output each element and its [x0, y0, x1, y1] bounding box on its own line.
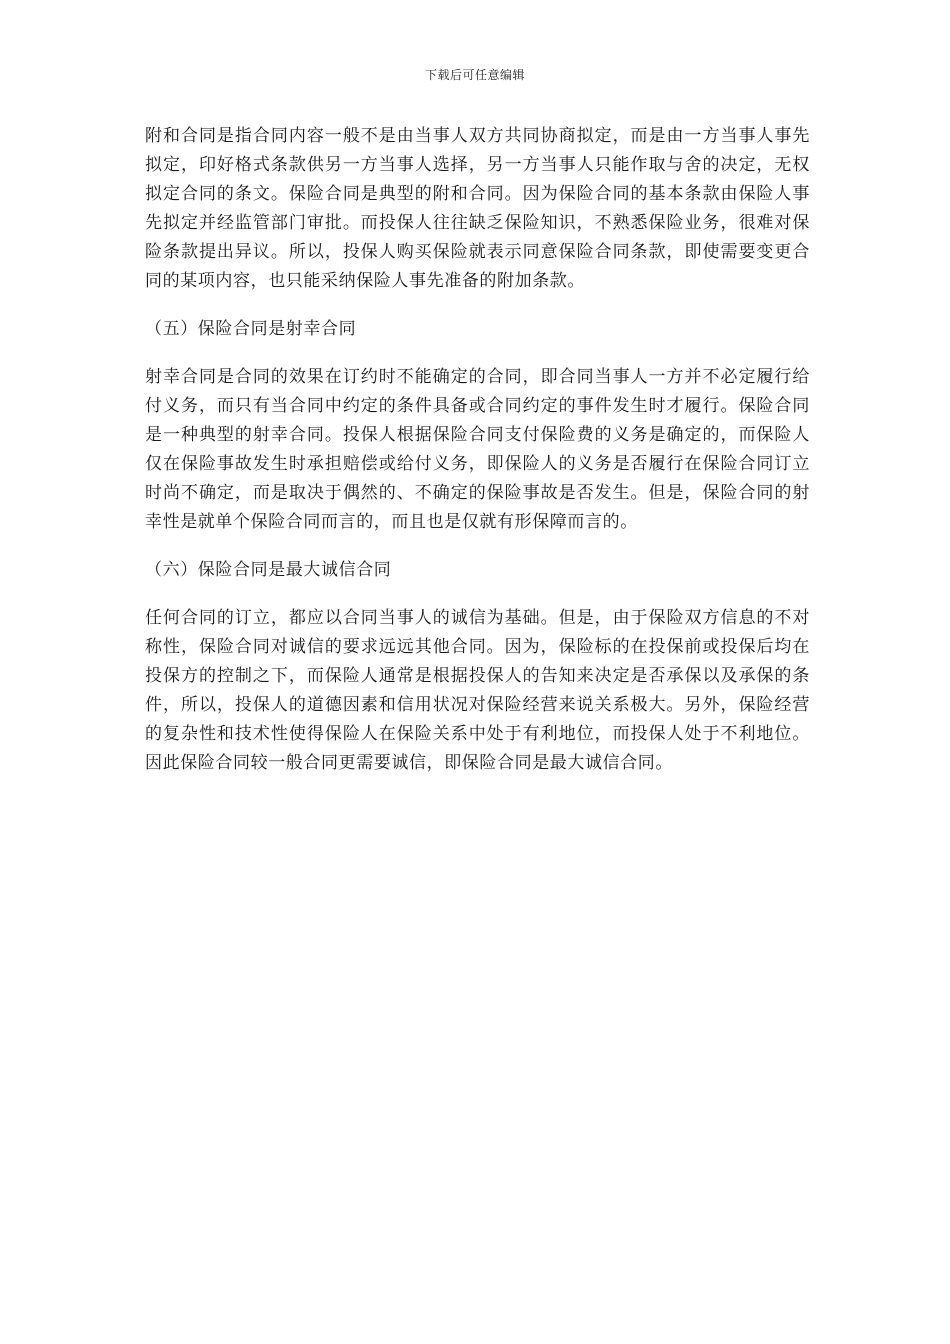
paragraph-aleatory-contract: 射幸合同是合同的效果在订约时不能确定的合同，即合同当事人一方并不必定履行给付义务，而只有当合同中约定的条件具备或合同约定的事件发生时才履行。保险合同是一种典型的射幸合同。投保人根据保险合同支付保险费的义务是确定的，而保险人仅在保险事故发生时承担赔偿或给付义务，即保险人的义务是否履行在保险合同订立时尚不确定，而是取决于偶然的、不确定的保险事故是否发生。但是，保险合同的射幸性是就单个保险合同而言的，而且也是仅就有形保障而言的。: [145, 367, 810, 532]
spacer: [145, 585, 810, 604]
spacer: [145, 537, 810, 556]
spacer: [145, 296, 810, 315]
section-heading-five: （五）保险合同是射幸合同: [145, 319, 357, 339]
document-body: [145, 122, 810, 778]
paragraph-adhesion-contract: 附和合同是指合同内容一般不是由当事人双方共同协商拟定，而是由一方当事人事先拟定，印好格式条款供另一方当事人选择，另一方当事人只能作取与舍的决定，无权拟定合同的条文。保险合同是典型的附和合同。因为保险合同的基本条款由保险人事先拟定并经监管部门审批。而投保人往往缺乏保险知识，不熟悉保险业务，很难对保险条款提出异议。所以，投保人购买保险就表示同意保险合同条款，即使需要变更合同的某项内容，也只能采纳保险人事先准备的附加条款。: [145, 126, 810, 291]
header-note: 下载后可任意编辑: [424, 68, 525, 82]
paragraph-utmost-good-faith: 任何合同的订立，都应以合同当事人的诚信为基础。但是，由于保险双方信息的不对称性，保险合同对诚信的要求远远其他合同。因为，保险标的在投保前或投保后均在投保方的控制之下，而保险人通常是根据投保人的告知来决定是否承保以及承保的条件，所以，投保人的道德因素和信用状况对保险经营来说关系极大。另外，保险经营的复杂性和技术性使得保险人在保险关系中处于有利地位，而投保人处于不利地位。因此保险合同较一般合同更需要诚信，即保险合同是最大诚信合同。: [145, 608, 810, 773]
spacer: [145, 344, 810, 363]
section-heading-six: （六）保险合同是最大诚信合同: [145, 560, 392, 580]
